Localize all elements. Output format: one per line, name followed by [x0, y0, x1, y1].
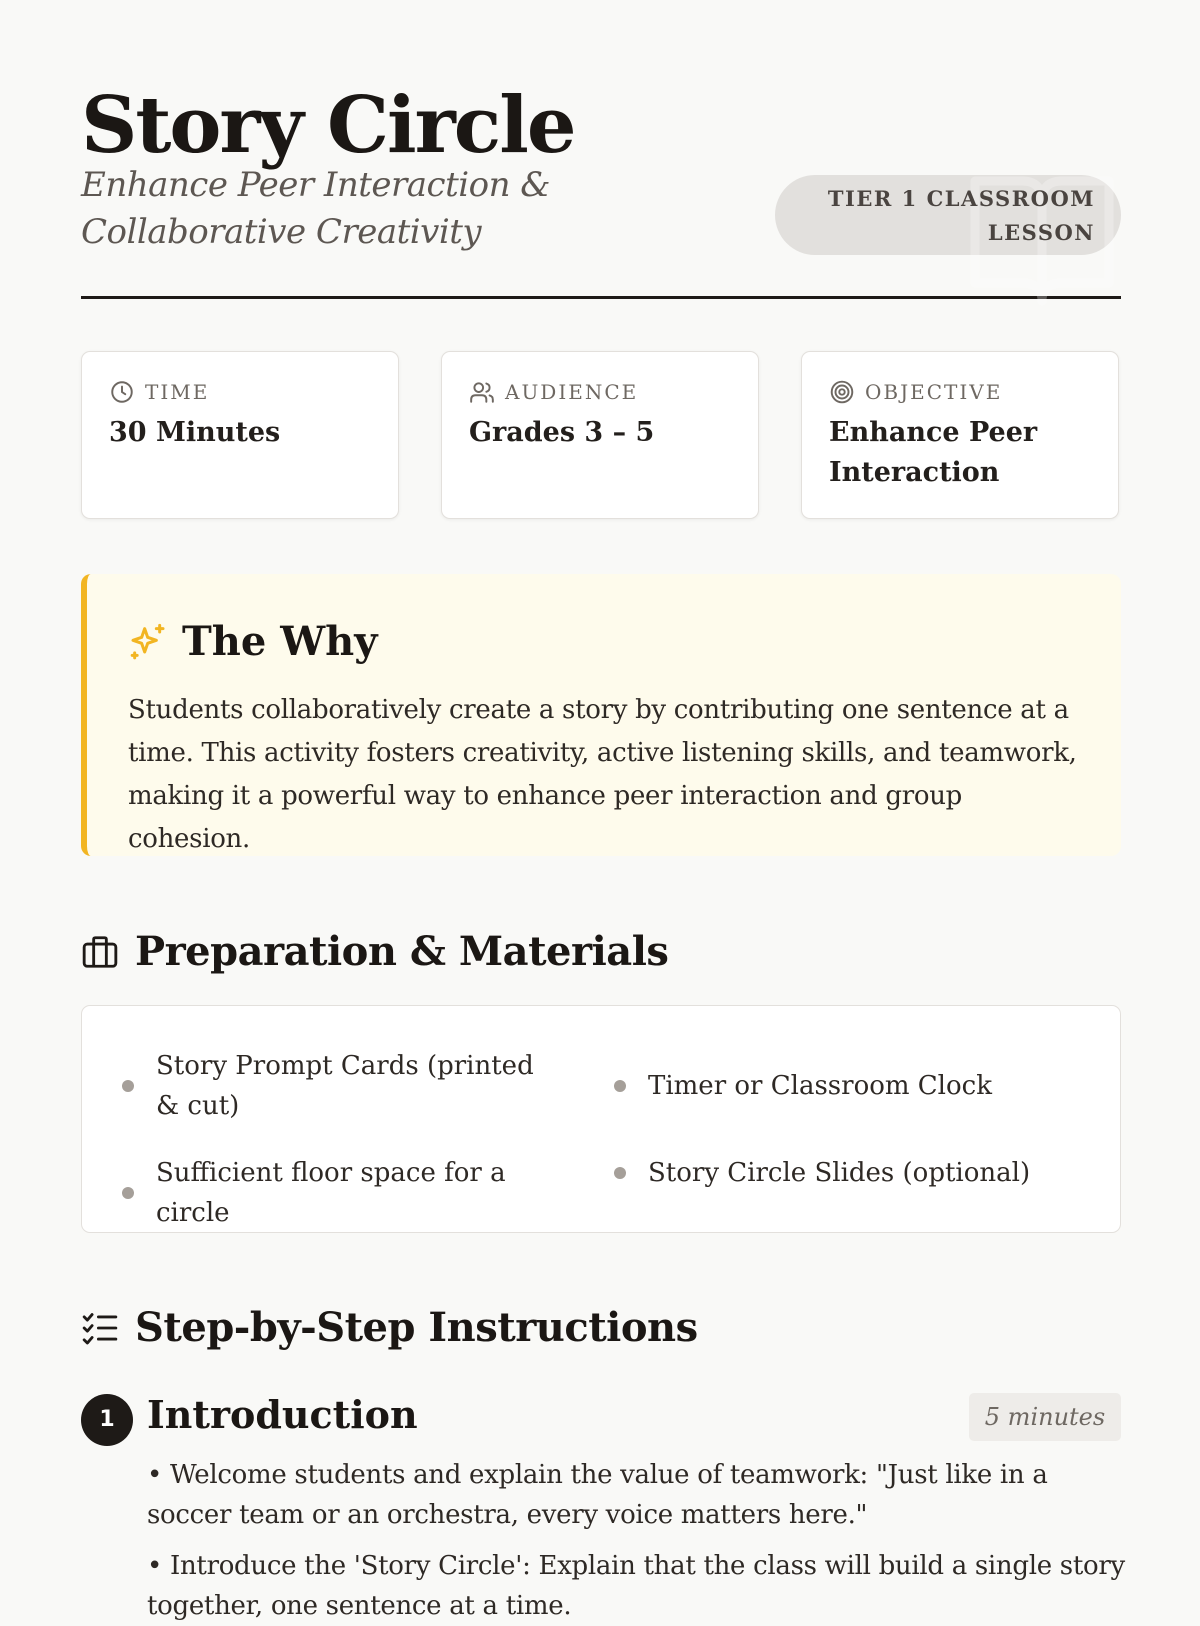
why-body: Students collaboratively create a story by contributing one sentence at a time. This activity fosters creativity, active listening skills, and teamwork, making it a powerful way to enhance peer interaction and group cohesion.	[128, 695, 1077, 854]
sparkles-icon	[128, 622, 168, 662]
objective-card-label: OBJECTIVE	[865, 380, 1003, 404]
audience-card-label: AUDIENCE	[505, 380, 639, 404]
why-title: The Why	[182, 618, 378, 665]
objective-card-header	[829, 379, 1002, 405]
audience-card-value: Grades 3 – 5	[469, 417, 655, 448]
why-header	[128, 618, 377, 666]
target-icon	[829, 379, 855, 405]
lesson-header	[81, 80, 1121, 299]
tier-badge-label: TIER 1 CLASSROOM LESSON	[827, 186, 1095, 245]
audience-card	[441, 351, 759, 519]
why-callout	[81, 574, 1121, 856]
list-item	[122, 1046, 542, 1126]
bullet-dot	[122, 1080, 134, 1092]
time-card	[81, 351, 399, 519]
list-item	[614, 1153, 1034, 1193]
page-title: Story Circle	[81, 80, 575, 171]
clock-icon	[109, 379, 135, 405]
bullet-dot	[122, 1187, 134, 1199]
instructions-title: Step-by-Step Instructions	[135, 1304, 698, 1351]
page-subtitle: Enhance Peer Interaction & Collaborative Creativity	[81, 165, 551, 252]
material-text: Sufficient floor space for a circle	[156, 1158, 506, 1228]
audience-card-header	[469, 379, 638, 405]
list-item	[122, 1153, 542, 1233]
materials-heading	[81, 927, 668, 977]
time-card-label: TIME	[145, 380, 210, 404]
objective-card-value: Enhance Peer Interaction	[829, 417, 1038, 488]
tier-badge	[775, 175, 1121, 255]
list-item	[614, 1066, 1034, 1106]
bullet-dot	[614, 1167, 626, 1179]
step-duration-badge: 5 minutes	[969, 1393, 1121, 1441]
briefcase-icon	[81, 933, 119, 971]
users-icon	[469, 379, 495, 405]
material-text: Story Prompt Cards (printed & cut)	[156, 1051, 534, 1121]
checklist-icon	[81, 1309, 119, 1347]
materials-title: Preparation & Materials	[135, 928, 669, 975]
step-bullet: • Introduce the 'Story Circle': Explain that the class will build a single story together, one sentence at a time.	[147, 1551, 1125, 1621]
materials-list	[81, 1005, 1121, 1233]
step-bullet: • Welcome students and explain the value of teamwork: "Just like in a soccer team or an orchestra, every voice matters here."	[147, 1460, 1048, 1530]
instructions-heading	[81, 1303, 698, 1353]
step-number-badge: 1	[81, 1394, 133, 1446]
objective-card	[801, 351, 1119, 519]
material-text: Story Circle Slides (optional)	[648, 1158, 1031, 1188]
bullet-dot	[614, 1080, 626, 1092]
step-title: Introduction	[147, 1392, 418, 1437]
time-card-value: 30 Minutes	[109, 417, 281, 448]
time-card-header	[109, 379, 209, 405]
material-text: Timer or Classroom Clock	[648, 1071, 992, 1101]
